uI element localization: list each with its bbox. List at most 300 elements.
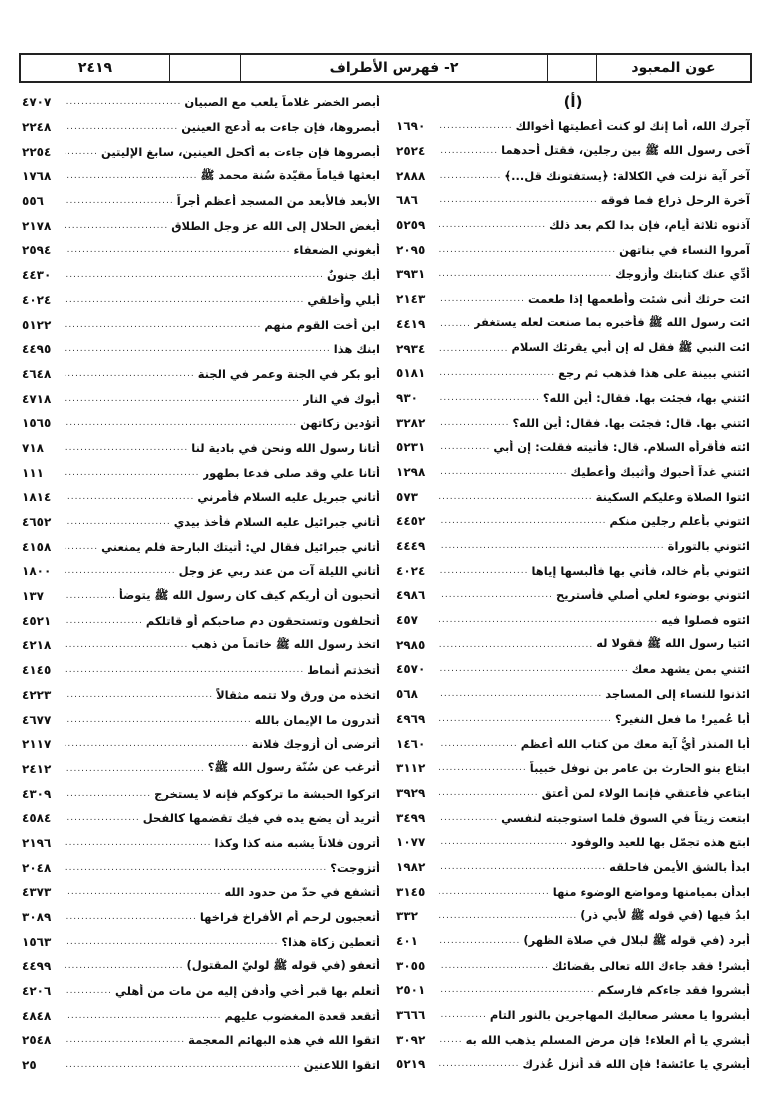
index-entry xyxy=(22,608,380,633)
leader-dots xyxy=(439,269,612,279)
leader-dots xyxy=(439,664,629,674)
entry-text: ابدأن بميامنها ومواضع الوضوء منها xyxy=(552,884,750,899)
entry-number: ٤٥٧ xyxy=(396,613,418,628)
leader-dots xyxy=(65,1011,221,1021)
leader-dots xyxy=(65,665,304,675)
index-entry xyxy=(396,460,750,485)
entry-text: ائت حرثك أنى شئت وأطعمها إذا طعمت xyxy=(527,292,750,307)
leader-dots xyxy=(65,492,194,502)
entry-text: ابدُ فيها (في قوله ﷺ لأبي ذر) xyxy=(580,907,750,922)
entry-text: أتانا علي وقد صلى فدعا بطهور xyxy=(202,465,380,480)
entry-number: ٤٤٤٩ xyxy=(396,539,426,554)
entry-number: ٤٥٨٤ xyxy=(22,811,52,826)
entry-number: ١٨٠٠ xyxy=(22,564,52,579)
index-entry xyxy=(396,237,750,262)
leader-dots xyxy=(439,788,539,798)
entry-text: ائتني بها، فجئت بها. فقال: أين الله؟ xyxy=(542,390,750,405)
index-entry xyxy=(22,337,380,362)
leader-dots xyxy=(439,640,593,650)
leader-dots xyxy=(65,764,205,774)
index-entry xyxy=(396,534,750,559)
entry-text: أتاني جبريل عليه السلام فأمرني xyxy=(197,490,380,505)
index-entry xyxy=(22,559,380,584)
entry-text: أتريد أن يضع يده في فيك تقضمها كالفحل xyxy=(142,811,380,826)
index-entry xyxy=(396,731,750,756)
index-entry xyxy=(22,979,380,1004)
entry-text: ائتوه فصلوا فيه xyxy=(661,613,750,628)
leader-dots xyxy=(65,468,200,478)
index-entry xyxy=(22,954,380,979)
entry-number: ٤٢٢٣ xyxy=(22,687,52,702)
leader-dots xyxy=(65,97,181,107)
entry-text: ائتوني بوضوء لعلي أصلي فأستريح xyxy=(556,588,750,603)
index-entry xyxy=(396,682,750,707)
index-entry xyxy=(396,287,750,312)
entry-text: اتقوا الله في هذه البهائم المعجمة xyxy=(188,1033,380,1048)
leader-dots xyxy=(65,912,197,922)
entry-text: أتؤدين زكاتهن xyxy=(300,416,380,431)
leader-dots xyxy=(65,369,195,379)
entry-number: ٢١٩٦ xyxy=(22,835,52,850)
entry-text: ائتيا رسول الله ﷺ فقولا له xyxy=(596,636,750,651)
page-number: ٢٤١٩ xyxy=(21,55,170,81)
leader-dots xyxy=(65,147,98,157)
entry-number: ٣٩٣١ xyxy=(396,267,426,282)
leader-dots xyxy=(65,591,116,601)
entry-number: ٤٤٥٢ xyxy=(396,514,426,529)
index-entry xyxy=(396,608,750,633)
leader-dots xyxy=(65,542,98,552)
entry-number: ٤٥٧٠ xyxy=(396,662,426,677)
leader-dots xyxy=(65,344,331,354)
entry-number: ٥٥٦ xyxy=(22,194,44,209)
index-entry xyxy=(396,213,750,238)
entry-text: أتحلفون وتستحقون دم صاحبكم أو قاتلكم xyxy=(145,613,380,628)
entry-number: ٤٧١٨ xyxy=(22,391,52,406)
index-entry xyxy=(22,584,380,609)
entry-number: ٤٤١٩ xyxy=(396,316,426,331)
entry-text: ابدأ بالشق الأيمن فاحلقه xyxy=(609,859,750,874)
entry-number: ٤٢٠٦ xyxy=(22,984,52,999)
entry-text: ائت النبي ﷺ فقل له إن أبي يقرئك السلام xyxy=(511,340,750,355)
entry-text: ائتوني بأعلم رجلين منكم xyxy=(609,514,750,529)
entry-text: أبك جنونٌ xyxy=(327,268,380,283)
entry-number: ٢٥٤٨ xyxy=(22,1033,52,1048)
leader-dots xyxy=(65,245,291,255)
entry-text: آخرة الرحل ذراع فما فوقه xyxy=(600,193,750,208)
index-entry xyxy=(22,732,380,757)
leader-dots xyxy=(439,245,616,255)
entry-text: أبشروا يا معشر صعاليك المهاجرين بالنور التام xyxy=(489,1008,750,1023)
entry-text: أبصروها فإن جاءت به أكحل العينين، سابغ الإليتين xyxy=(101,144,380,159)
index-entry xyxy=(396,114,750,139)
leader-dots xyxy=(439,911,577,921)
entry-text: ابعثها قياماً مقيّدة سُنة محمد ﷺ xyxy=(200,167,380,182)
index-entry xyxy=(22,806,380,831)
entry-text: أتاني جبرائيل فقال لي: أتيتك البارحة فلم يمنعني xyxy=(101,539,380,554)
index-entry xyxy=(22,1028,380,1053)
index-entry xyxy=(396,361,750,386)
index-entry xyxy=(396,336,750,361)
index-entry xyxy=(22,880,380,905)
entry-number: ١٣٧ xyxy=(22,589,44,604)
index-entry xyxy=(22,1053,380,1078)
entry-number: ٢٥٢٤ xyxy=(396,144,426,159)
index-entry xyxy=(396,386,750,411)
header-empty-cell xyxy=(548,55,597,81)
index-entry xyxy=(396,756,750,781)
entry-text: أبو بكر في الجنة وعمر في الجنة xyxy=(197,366,380,381)
index-entry xyxy=(22,534,380,559)
entry-text: ائته فأقرأه السلام. قال: فأتيته فقلت: إن أبي xyxy=(493,440,750,455)
entry-text: آخر آية نزلت في الكلالة: ﴿يستفتونك قل...﴾ xyxy=(504,168,750,183)
entry-number: ١٦٩٠ xyxy=(396,119,426,134)
leader-dots xyxy=(439,961,549,971)
entry-text: أبشر! فقد جاءك الله تعالى بقضائك xyxy=(551,958,750,973)
entry-text: أتزوجت؟ xyxy=(330,860,380,875)
index-entry xyxy=(22,263,380,288)
entry-number: ٣٠٨٩ xyxy=(22,910,52,925)
leader-dots xyxy=(65,418,297,428)
entry-text: ائتوني بأم خالد، فأُتي بها فألبسها إياها xyxy=(531,563,750,578)
leader-dots xyxy=(65,517,171,527)
index-entry xyxy=(22,312,380,337)
entry-number: ٤٤٣٠ xyxy=(22,268,52,283)
entry-number: ٤٠٢٤ xyxy=(22,292,52,307)
index-entry xyxy=(396,855,750,880)
entry-text: أتاني جبرائيل عليه السلام فأخذ بيدي xyxy=(173,515,380,530)
entry-number: ٧١٨ xyxy=(22,440,44,455)
entry-text: أتقعد قعدة المغضوب عليهم xyxy=(224,1008,380,1023)
section-letter: (أ) xyxy=(563,93,583,111)
index-entry xyxy=(22,831,380,856)
entry-text: ائذنوا للنساء إلى المساجد xyxy=(605,687,750,702)
index-entry xyxy=(396,707,750,732)
leader-dots xyxy=(439,344,508,354)
entry-number: ٩٣٠ xyxy=(396,390,418,405)
entry-text: ائتني بمن يشهد معك xyxy=(631,662,750,677)
leader-dots xyxy=(65,616,143,626)
index-entry xyxy=(22,238,380,263)
entry-text: آخى رسول الله ﷺ بين رجلين، فقتل أحدهما xyxy=(501,142,750,157)
entry-text: ابتاعي فأعتقي فإنما الولاء لمن أعتق xyxy=(541,785,750,800)
entry-number: ٢١٤٣ xyxy=(396,292,426,307)
leader-dots xyxy=(65,320,261,330)
leader-dots xyxy=(439,862,606,872)
leader-dots xyxy=(65,196,174,206)
entry-number: ٥٧٣ xyxy=(396,489,418,504)
entry-number: ٤٦٥٢ xyxy=(22,515,52,530)
leader-dots xyxy=(65,1060,301,1070)
header-empty-cell xyxy=(170,55,241,81)
entry-text: أبصر الخضر غلاماً يلعب مع الصبيان xyxy=(184,95,380,110)
index-entry xyxy=(396,312,750,337)
entry-number: ٢٢٤٨ xyxy=(22,120,52,135)
index-entry xyxy=(22,386,380,411)
entry-text: ابن أخت القوم منهم xyxy=(264,317,380,332)
entry-text: أبشروا فقد جاءكم فارسكم xyxy=(597,983,750,998)
index-entry xyxy=(22,189,380,214)
entry-number: ١٥٦٥ xyxy=(22,416,52,431)
index-entry xyxy=(396,583,750,608)
leader-dots xyxy=(65,640,188,650)
index-entry xyxy=(22,139,380,164)
entry-number: ٣٠٩٢ xyxy=(396,1032,426,1047)
entry-text: أتحبون أن أريكم كيف كان رسول الله ﷺ يتوضأ xyxy=(118,587,380,602)
leader-dots xyxy=(439,467,568,477)
entry-text: اتقوا اللاعنين xyxy=(303,1058,380,1073)
entry-number: ٤٢١٨ xyxy=(22,638,52,653)
index-entry xyxy=(22,633,380,658)
entry-text: آذنوه ثلاثة أيام، فإن بدا لكم بعد ذلك xyxy=(549,218,750,233)
entry-number: ٥١٨١ xyxy=(396,366,426,381)
entry-number: ٥٢٥٩ xyxy=(396,218,426,233)
leader-dots xyxy=(439,442,490,452)
leader-dots xyxy=(439,146,498,156)
entry-text: اتخذ رسول الله ﷺ خاتماً من ذهب xyxy=(191,636,380,651)
entry-text: ائتوني بالتوراة xyxy=(667,539,750,554)
leader-dots xyxy=(65,789,151,799)
entry-text: أتدرون ما الإيمان بالله xyxy=(254,712,380,727)
entry-text: أبلي وأخلقي xyxy=(307,292,380,307)
entry-number: ٤٤٩٥ xyxy=(22,342,52,357)
index-entry xyxy=(22,1003,380,1028)
entry-text: أبشري يا عائشة! فإن الله قد أنزل عُذرك xyxy=(522,1057,750,1072)
entry-number: ٢٩٣٤ xyxy=(396,341,426,356)
leader-dots xyxy=(65,863,327,873)
leader-dots xyxy=(65,443,188,453)
leader-dots xyxy=(65,221,168,231)
index-entry xyxy=(22,90,380,115)
leader-dots xyxy=(439,1035,463,1045)
entry-text: ائتوا الصلاة وعليكم السكينة xyxy=(595,489,750,504)
entry-number: ٤٣٠٩ xyxy=(22,786,52,801)
index-entry xyxy=(396,484,750,509)
index-column-left xyxy=(22,90,380,1078)
index-entry xyxy=(396,509,750,534)
entry-text: أتانا رسول الله ونحن في بادية لنا xyxy=(191,440,380,455)
entry-text: ائت رسول الله ﷺ فأخبره بما صنعت لعله يستغفر xyxy=(473,315,750,330)
index-entry xyxy=(396,188,750,213)
index-entry xyxy=(396,139,750,164)
leader-dots xyxy=(65,739,249,749)
leader-dots xyxy=(439,368,555,378)
entry-number: ٢٨٨٨ xyxy=(396,168,426,183)
entry-number: ٢٥٩٤ xyxy=(22,243,52,258)
index-entry xyxy=(22,707,380,732)
index-entry xyxy=(396,632,750,657)
leader-dots xyxy=(439,887,550,897)
entry-number: ٢٥ xyxy=(22,1058,37,1073)
entry-text: أتعجبون لرحم أم الأفراخ فراخها xyxy=(199,910,380,925)
entry-text: آجرك الله، أما إنك لو كنت أعطيتها أخوالك xyxy=(515,119,750,134)
index-entry xyxy=(22,929,380,954)
entry-number: ٣٦٦٦ xyxy=(396,1008,426,1023)
entry-number: ١١١ xyxy=(22,465,44,480)
entry-text: أبا المنذر أيُّ آية معك من كتاب الله أعظم xyxy=(520,736,750,751)
entry-number: ٢٠٩٥ xyxy=(396,242,426,257)
leader-dots xyxy=(439,739,518,749)
leader-dots xyxy=(65,690,213,700)
leader-dots xyxy=(439,813,498,823)
entry-number: ٦٨٦ xyxy=(396,193,418,208)
leader-dots xyxy=(439,615,658,625)
index-entry xyxy=(396,262,750,287)
leader-dots xyxy=(439,220,546,230)
entry-number: ٤٨٤٨ xyxy=(22,1008,52,1023)
leader-dots xyxy=(65,394,300,404)
leader-dots xyxy=(65,887,221,897)
index-entry xyxy=(396,929,750,954)
entry-text: الأبعد فالأبعد من المسجد أعظم أجراً xyxy=(176,194,380,209)
index-entry xyxy=(22,855,380,880)
entry-number: ٣٠٥٥ xyxy=(396,958,426,973)
leader-dots xyxy=(439,418,509,428)
entry-number: ٤٠٢٤ xyxy=(396,563,426,578)
leader-dots xyxy=(439,985,595,995)
leader-dots xyxy=(65,1035,185,1045)
leader-dots xyxy=(65,122,178,132)
entry-number: ٤٦٧٧ xyxy=(22,712,52,727)
leader-dots xyxy=(439,195,598,205)
entry-text: أتشفع في حدّ من حدود الله xyxy=(224,885,380,900)
entry-number: ٤٧٠٧ xyxy=(22,95,52,110)
entry-number: ٤٤٩٩ xyxy=(22,959,52,974)
entry-number: ١٨١٤ xyxy=(22,490,52,505)
entry-number: ٤٩٦٩ xyxy=(396,711,426,726)
entry-number: ١٤٦٠ xyxy=(396,736,426,751)
index-entry xyxy=(22,460,380,485)
entry-number: ٥٢٣١ xyxy=(396,440,426,455)
leader-dots xyxy=(439,492,593,502)
leader-dots xyxy=(65,715,252,725)
entry-number: ٥١٢٢ xyxy=(22,317,52,332)
leader-dots xyxy=(439,590,553,600)
leader-dots xyxy=(65,961,184,971)
index-entry xyxy=(396,830,750,855)
entry-text: اتركوا الحبشة ما تركوكم فإنه لا يستخرج xyxy=(154,786,380,801)
section-title: ٢- فهرس الأطراف xyxy=(241,55,548,81)
index-entry xyxy=(396,805,750,830)
index-entry xyxy=(396,1003,750,1028)
leader-dots xyxy=(439,541,665,551)
entry-number: ٣٤٩٩ xyxy=(396,810,426,825)
index-entry xyxy=(22,485,380,510)
entry-text: ابتاع بنو الحارث بن عامر بن نوفل خبيباً xyxy=(529,761,750,776)
entry-number: ٢٤١٢ xyxy=(22,761,52,776)
entry-number: ٢١١٧ xyxy=(22,737,52,752)
entry-text: أترون فلاناً يشبه منه كذا وكذا xyxy=(214,835,380,850)
entry-text: ائتني ببينة على هذا فذهب ثم رجع xyxy=(558,366,750,381)
entry-text: ائتني غداً أحبوك وأثيبك وأعطيك xyxy=(570,464,750,479)
index-entry xyxy=(22,658,380,683)
index-entry xyxy=(396,1027,750,1052)
leader-dots xyxy=(439,936,520,946)
leader-dots xyxy=(65,566,176,576)
entry-number: ٤٠١ xyxy=(396,934,418,949)
leader-dots xyxy=(65,986,112,996)
leader-dots xyxy=(439,1010,487,1020)
entry-text: أتعلم بها قبر أخي وأدفن إليه من مات من أهلي xyxy=(115,984,380,999)
entry-number: ٤٩٨٦ xyxy=(396,588,426,603)
index-entry xyxy=(22,757,380,782)
entry-text: أترغب عن سُنّة رسول الله ﷺ؟ xyxy=(207,760,380,775)
index-entry xyxy=(22,683,380,708)
entry-text: أبا عُمير! ما فعل النغير؟ xyxy=(615,711,750,726)
entry-number: ٣٩٢٩ xyxy=(396,785,426,800)
leader-dots xyxy=(65,171,197,181)
index-entry xyxy=(22,905,380,930)
entry-number: ١٠٧٧ xyxy=(396,835,426,850)
entry-number: ٢١٧٨ xyxy=(22,218,52,233)
index-entry xyxy=(396,163,750,188)
leader-dots xyxy=(65,813,140,823)
entry-text: ابنك هذا xyxy=(333,342,380,357)
entry-text: أترضى أن أزوجك فلانة xyxy=(251,737,380,752)
index-entry xyxy=(396,657,750,682)
entry-text: أبغض الحلال إلى الله عز وجل الطلاق xyxy=(171,218,380,233)
index-entry xyxy=(396,879,750,904)
index-entry xyxy=(396,904,750,929)
index-entry xyxy=(22,362,380,387)
entry-text: أَدِّي عنك كتابتك وأزوجك xyxy=(615,267,750,282)
entry-number: ٤٣٧٣ xyxy=(22,885,52,900)
entry-text: ابتعت زيتاً في السوق فلما استوجبته لنفسي xyxy=(501,810,750,825)
entry-number: ٤١٥٨ xyxy=(22,539,52,554)
entry-text: أتعطين زكاة هذا؟ xyxy=(281,934,380,949)
leader-dots xyxy=(439,319,471,329)
index-entry xyxy=(22,115,380,140)
index-entry xyxy=(22,436,380,461)
page-header xyxy=(19,53,752,83)
entry-number: ١٥٦٣ xyxy=(22,934,52,949)
entry-text: أتاني الليلة آت من عند ربي عز وجل xyxy=(178,564,380,579)
entry-number: ٤٦٤٨ xyxy=(22,366,52,381)
leader-dots xyxy=(65,270,324,280)
index-entry xyxy=(22,781,380,806)
index-entry xyxy=(396,558,750,583)
leader-dots xyxy=(439,294,525,304)
leader-dots xyxy=(439,566,528,576)
leader-dots xyxy=(439,1059,519,1069)
index-entry xyxy=(22,213,380,238)
entry-text: أبوك في النار xyxy=(302,391,380,406)
entry-number: ٢٩٨٥ xyxy=(396,637,426,652)
index-entry xyxy=(22,164,380,189)
leader-dots xyxy=(439,393,540,403)
entry-text: اتخذه من ورق ولا تتمه مثقالاً xyxy=(216,687,380,702)
leader-dots xyxy=(439,689,602,699)
leader-dots xyxy=(65,838,212,848)
entry-number: ١٧٦٨ xyxy=(22,169,52,184)
entry-text: أتعفو (في قوله ﷺ لوليّ المقتول) xyxy=(186,957,380,972)
index-entry xyxy=(396,435,750,460)
index-entry xyxy=(396,410,750,435)
index-entry xyxy=(396,1052,750,1077)
entry-text: أتخذتم أنماط xyxy=(307,663,380,678)
leader-dots xyxy=(439,121,513,131)
entry-text: أبرد (في قوله ﷺ لبلال في صلاة الظهر) xyxy=(523,932,750,947)
entry-text: ائتني بها. قال: فجئت بها. فقال: أين الله؟ xyxy=(512,415,750,430)
entry-number: ٥٢١٩ xyxy=(396,1057,426,1072)
entry-number: ٣١٤٥ xyxy=(396,884,426,899)
entry-number: ٣٣٢ xyxy=(396,909,418,924)
index-entry xyxy=(396,953,750,978)
entry-number: ٢٥٠١ xyxy=(396,983,426,998)
leader-dots xyxy=(439,837,568,847)
entry-number: ٥٦٨ xyxy=(396,687,418,702)
entry-text: أبصروها، فإن جاءت به أدعج العينين xyxy=(181,120,380,135)
